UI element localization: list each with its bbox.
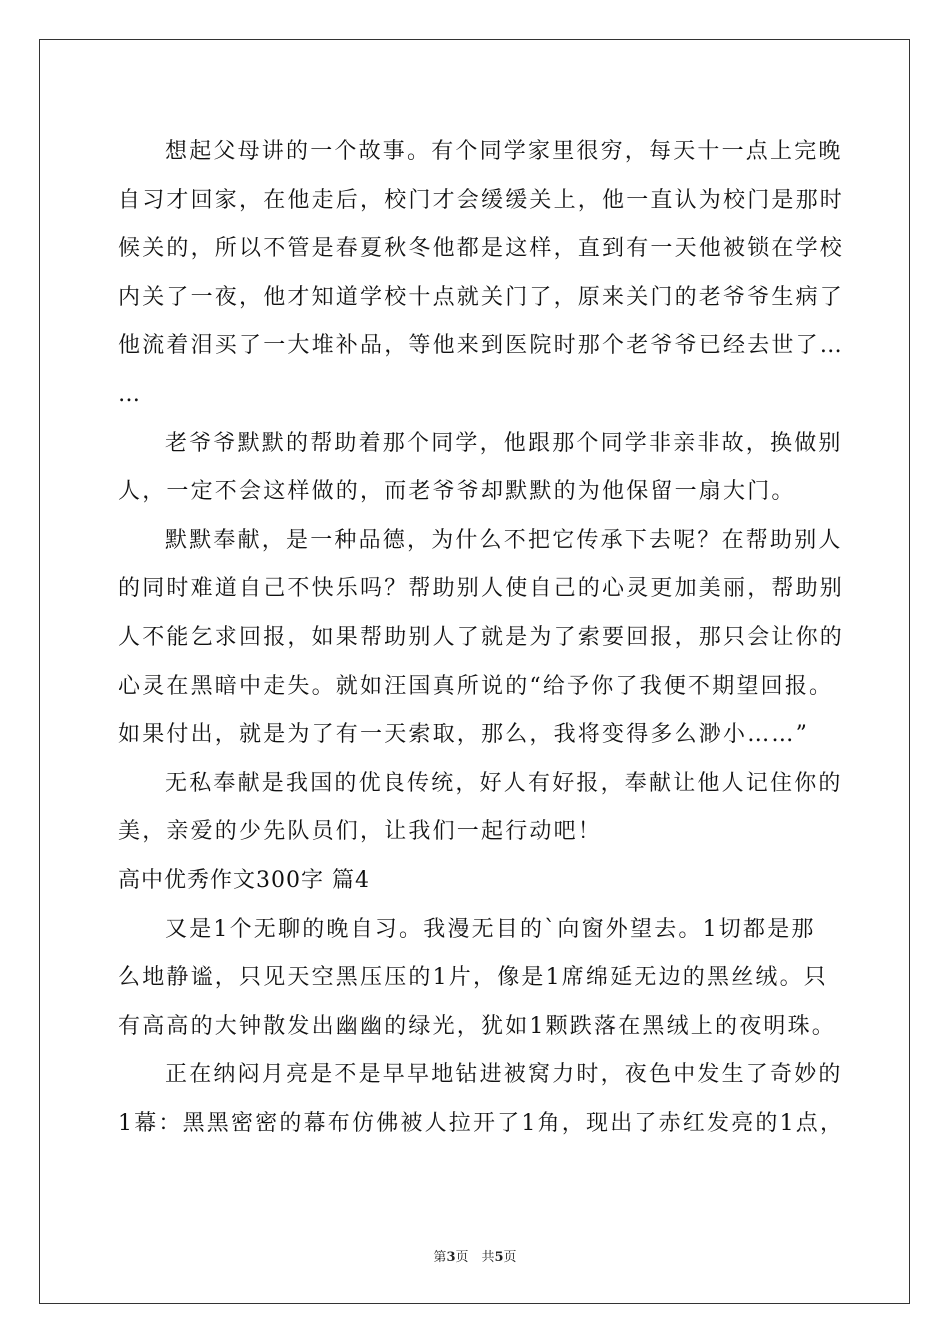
footer-mid: 页 共 (455, 1250, 495, 1265)
text-line: 又是1个无聊的晚自习。我漫无目的`向窗外望去。1切都是那 (165, 916, 816, 942)
text-line: 如果付出，就是为了有一天索取，那么，我将变得多么渺小……” (118, 722, 810, 748)
text-line: 无私奉献是我国的优良传统，好人有好报，奉献让他人记住你的 (165, 770, 843, 796)
text-line: … (118, 381, 143, 407)
section-heading: 高中优秀作文300字 篇4 (118, 867, 370, 893)
text-line: 他流着泪买了一大堆补品，等他来到医院时那个老爷爷已经去世了… (118, 333, 845, 359)
text-line: 人，一定不会这样做的，而老爷爷却默默的为他保留一扇大门。 (118, 479, 796, 505)
total-pages-number: 5 (494, 1250, 504, 1265)
footer-prefix: 第 (433, 1250, 447, 1265)
page-footer (0, 1246, 950, 1265)
text-line: 心灵在黑暗中走失。就如汪国真所说的“给予你了我便不期望回报。 (118, 673, 834, 699)
text-line: 候关的，所以不管是春夏秋冬他都是这样，直到有一天他被锁在学校 (118, 236, 845, 262)
text-line: 么地静谧，只见天空黑压压的1片，像是1席绵延无边的黑丝绒。只 (118, 965, 828, 991)
document-body (118, 128, 845, 1148)
text-line: 有高高的大钟散发出幽幽的绿光，犹如1颗跌落在黑绒上的夜明珠。 (118, 1013, 836, 1039)
text-line: 1幕：黑黑密密的幕布仿佛被人拉开了1角，现出了赤红发亮的1点， (118, 1110, 845, 1136)
text-line: 人不能乞求回报，如果帮助别人了就是为了索要回报，那只会让你的 (118, 624, 845, 650)
current-page-number: 3 (446, 1250, 456, 1265)
footer-suffix: 页 (503, 1250, 517, 1265)
text-line: 正在纳闷月亮是不是早早地钻进被窝力时，夜色中发生了奇妙的 (165, 1062, 843, 1088)
text-line: 的同时难道自己不快乐吗？帮助别人使自己的心灵更加美丽，帮助别 (118, 576, 845, 602)
text-line: 默默奉献，是一种品德，为什么不把它传承下去呢？在帮助别人 (165, 527, 843, 553)
text-line: 美，亲爱的少先队员们，让我们一起行动吧！ (118, 819, 603, 845)
text-line: 想起父母讲的一个故事。有个同学家里很穷，每天十一点上完晚 (165, 139, 843, 164)
text-line: 内关了一夜，他才知道学校十点就关门了，原来关门的老爷爷生病了 (118, 284, 845, 310)
text-line: 老爷爷默默的帮助着那个同学，他跟那个同学非亲非故，换做别 (165, 430, 843, 456)
text-line: 自习才回家，在他走后，校门才会缓缓关上，他一直认为校门是那时 (118, 187, 845, 213)
